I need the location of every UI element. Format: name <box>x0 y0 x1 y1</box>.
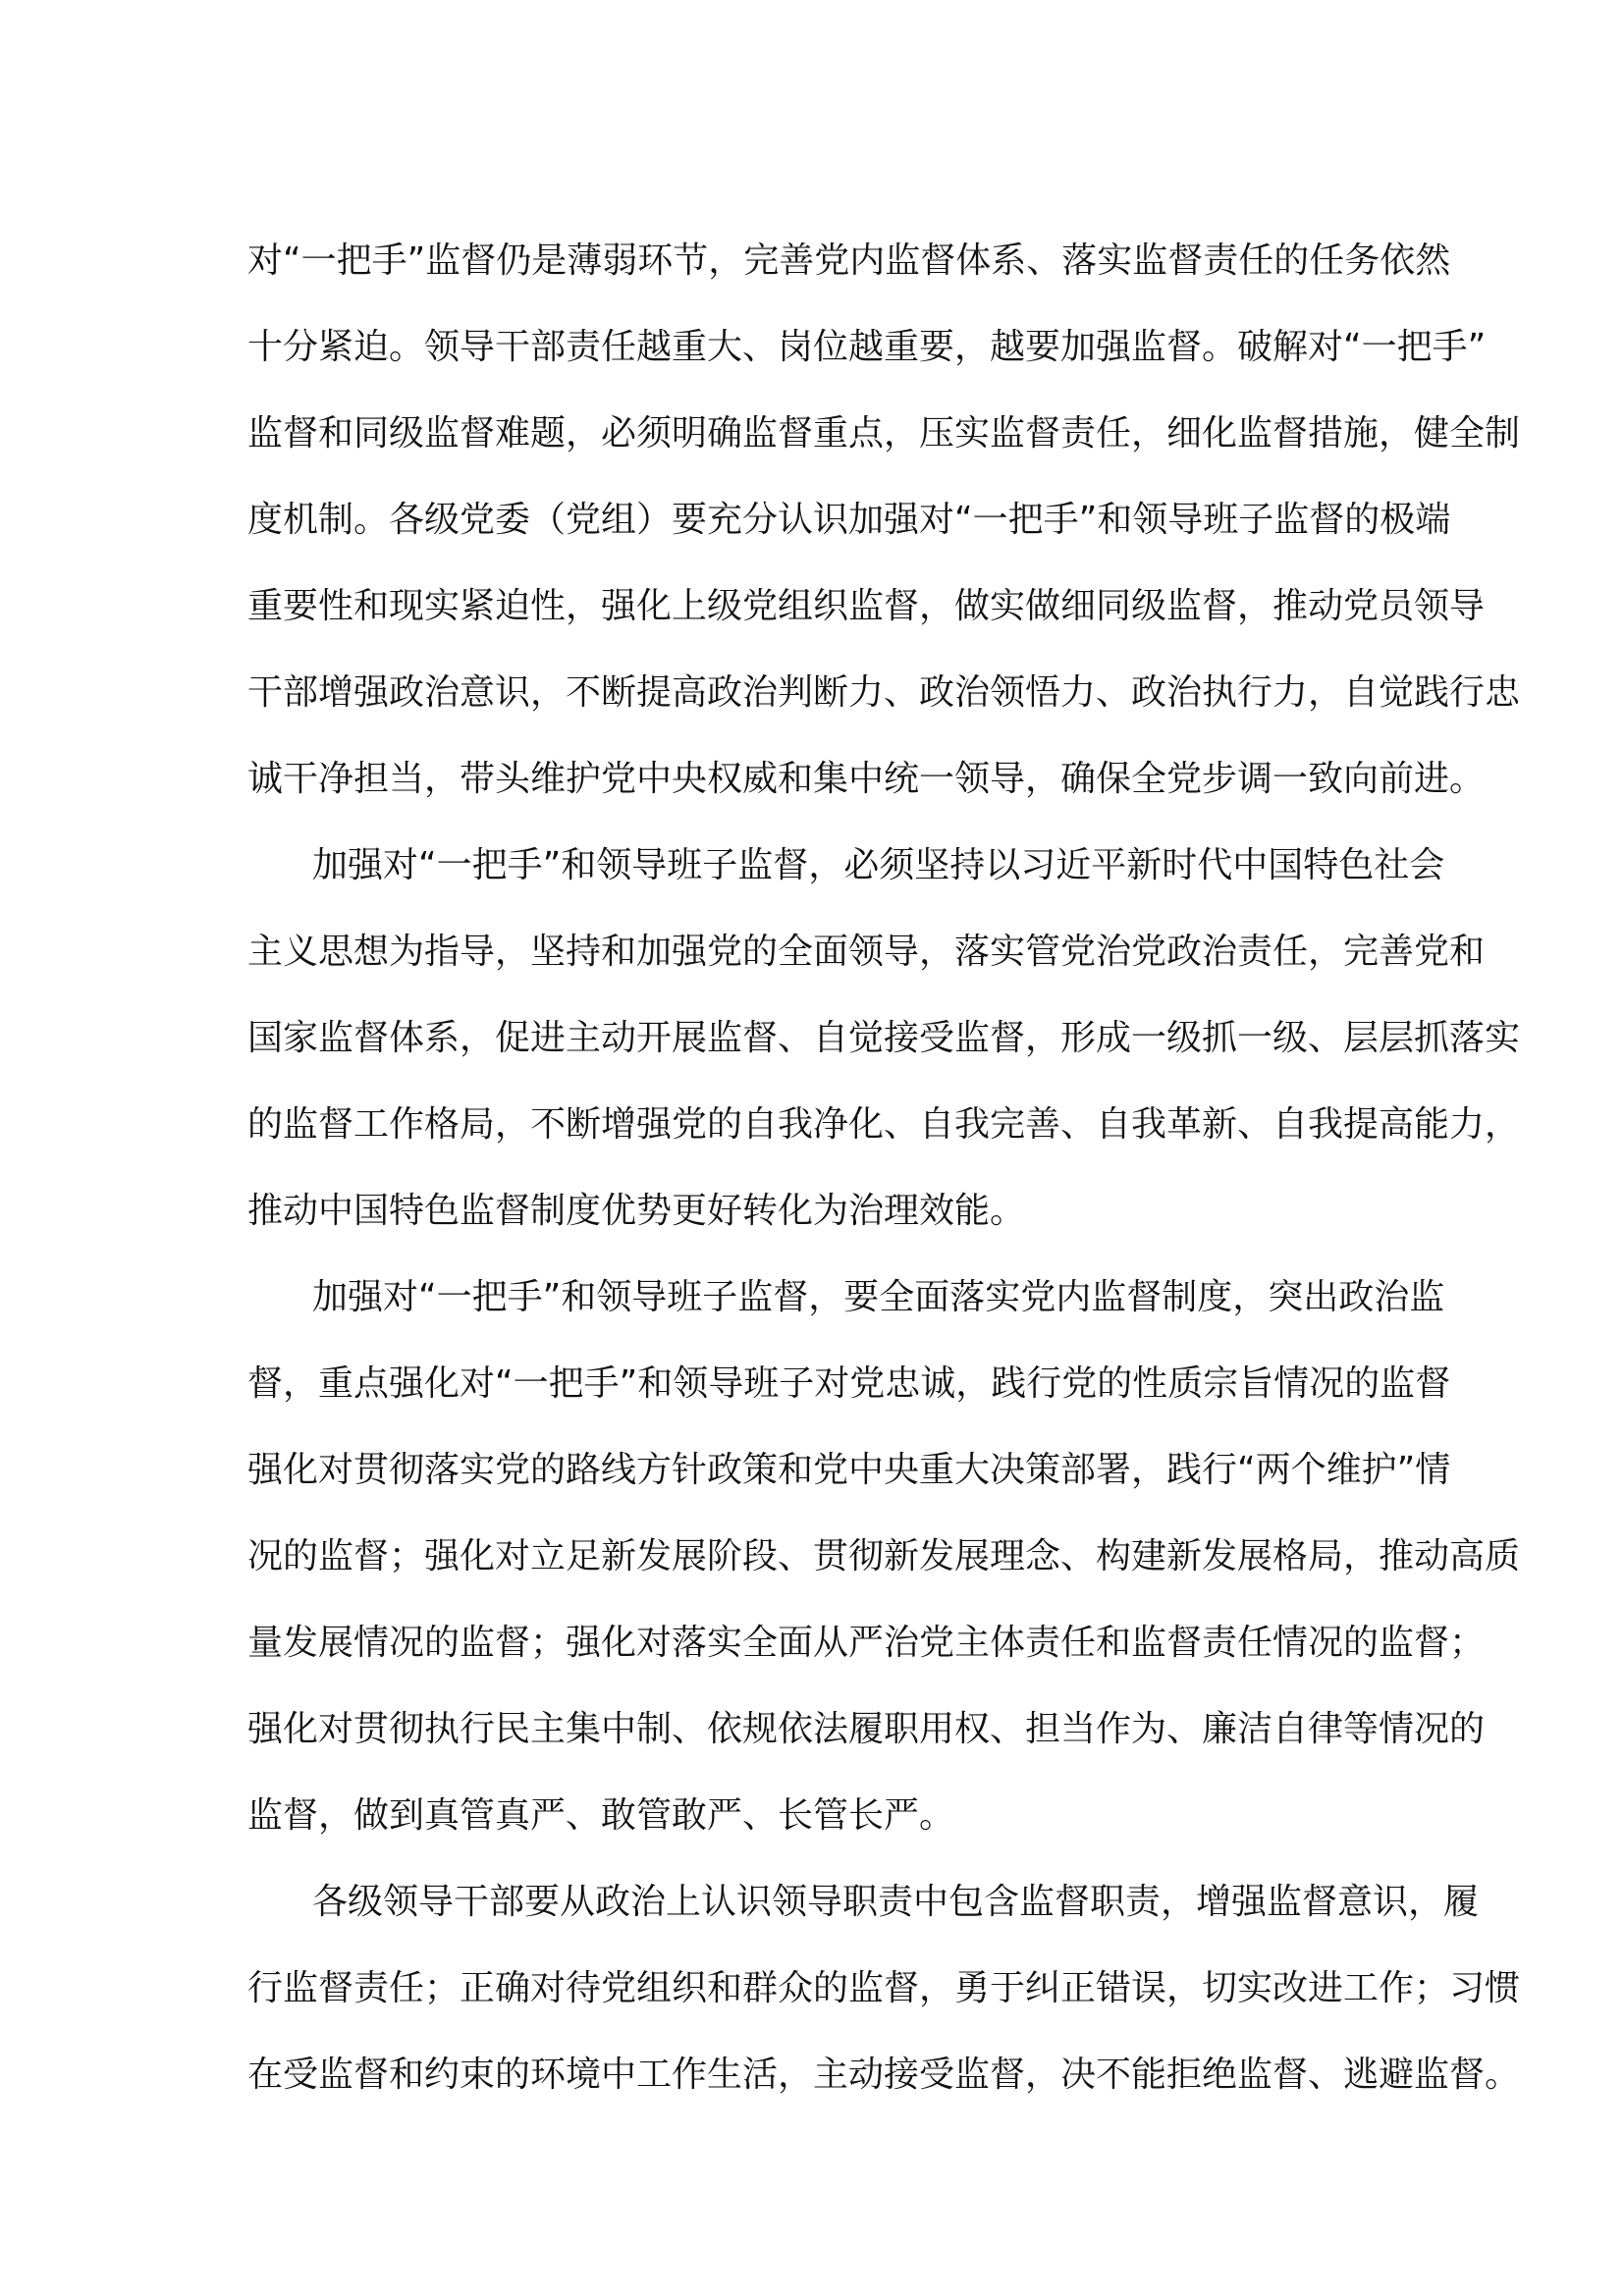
text-line: 行监督责任；正确对待党组织和群众的监督，勇于纠正错误，切实改进工作；习惯 <box>247 1968 1521 2008</box>
text-line: 度机制。各级党委（党组）要充分认识加强对“一把手”和领导班子监督的极端 <box>247 500 1451 540</box>
text-line: 诚干净担当，带头维护党中央权威和集中统一领导，确保全党步调一致向前进。 <box>247 759 1486 799</box>
text-line: 十分紧迫。领导干部责任越重大、岗位越重要，越要加强监督。破解对“一把手” <box>247 327 1487 367</box>
text-line: 强化对贯彻执行民主集中制、依规依法履职用权、担当作为、廉洁自律等情况的 <box>247 1709 1486 1749</box>
text-line: 督，重点强化对“一把手”和领导班子对党忠诚，践行党的性质宗旨情况的监督 <box>247 1363 1451 1404</box>
text-line: 况的监督；强化对立足新发展阶段、贯彻新发展理念、构建新发展格局，推动高质 <box>247 1536 1521 1576</box>
text-line: 在受监督和约束的环境中工作生活，主动接受监督，决不能拒绝监督、逃避监督。 <box>247 2055 1521 2095</box>
text-line: 干部增强政治意识，不断提高政治判断力、政治领悟力、政治执行力，自觉践行忠 <box>247 672 1521 713</box>
text-line: 的监督工作格局，不断增强党的自我净化、自我完善、自我革新、自我提高能力， <box>247 1104 1521 1145</box>
paragraph-3 <box>247 1255 1521 1859</box>
text-line: 国家监督体系，促进主动开展监督、自觉接受监督，形成一级抓一级、层层抓落实 <box>247 1018 1521 1058</box>
paragraph-1 <box>247 218 1521 823</box>
text-line: 主义思想为指导，坚持和加强党的全面领导，落实管党治党政治责任，完善党和 <box>247 932 1486 972</box>
text-line: 监督，做到真管真严、敢管敢严、长管长严。 <box>247 1795 955 1836</box>
paragraph-4 <box>247 1859 1521 2118</box>
text-line: 量发展情况的监督；强化对落实全面从严治党主体责任和监督责任情况的监督； <box>247 1623 1486 1663</box>
document-page <box>247 218 1521 2118</box>
text-line: 各级领导干部要从政治上认识领导职责中包含监督职责，增强监督意识，履 <box>312 1882 1480 1922</box>
text-line: 加强对“一把手”和领导班子监督，要全面落实党内监督制度，突出政治监 <box>312 1277 1445 1317</box>
text-line: 加强对“一把手”和领导班子监督，必须坚持以习近平新时代中国特色社会 <box>312 845 1445 885</box>
text-line: 对“一把手”监督仍是薄弱环节，完善党内监督体系、落实监督责任的任务依然 <box>247 240 1451 281</box>
text-line: 重要性和现实紧迫性，强化上级党组织监督，做实做细同级监督，推动党员领导 <box>247 586 1486 626</box>
text-line: 强化对贯彻落实党的路线方针政策和党中央重大决策部署，践行“两个维护”情 <box>247 1450 1451 1490</box>
text-line: 监督和同级监督难题，必须明确监督重点，压实监督责任，细化监督措施，健全制 <box>247 413 1521 454</box>
text-line: 推动中国特色监督制度优势更好转化为治理效能。 <box>247 1191 1026 1231</box>
paragraph-2 <box>247 823 1521 1255</box>
